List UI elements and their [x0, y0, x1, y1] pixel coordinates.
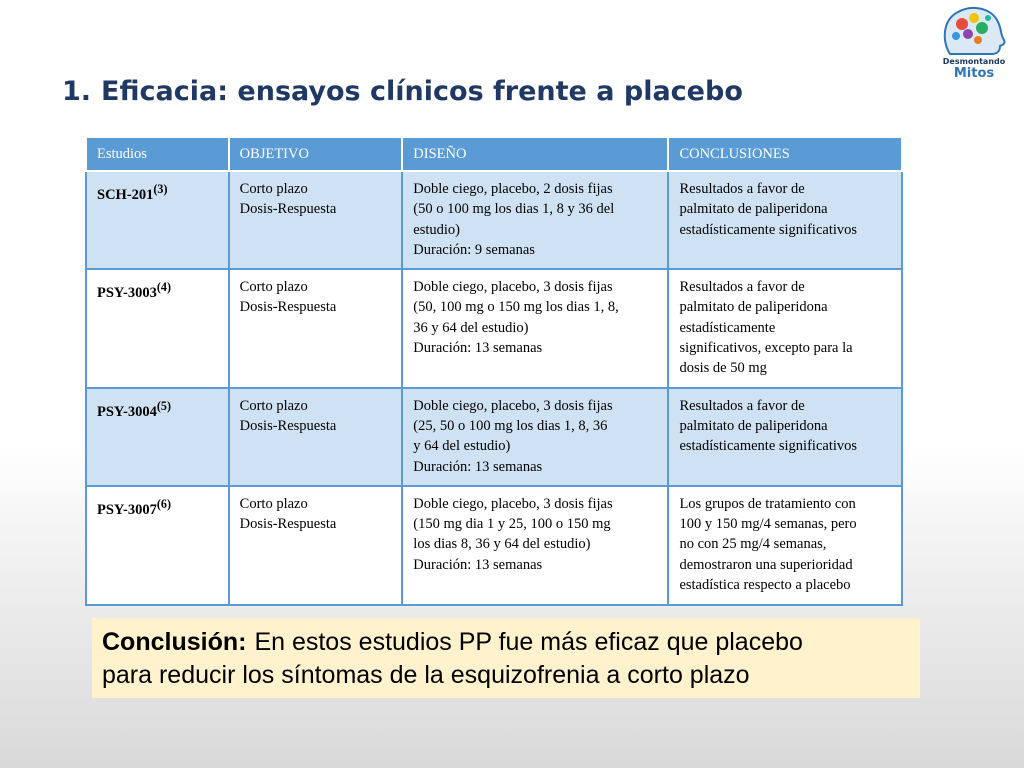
conclusion-label: Conclusión: — [102, 628, 247, 656]
objetivo-cell — [229, 269, 403, 387]
objetivo-cell — [229, 171, 403, 269]
table-row — [86, 171, 902, 269]
objetivo-line: Corto plazo — [239, 181, 308, 197]
table-header-row — [86, 137, 902, 171]
diseno-line: (150 mg dia 1 y 25, 100 o 150 mg — [413, 516, 611, 533]
conclusiones-line: Resultados a favor de — [679, 279, 805, 296]
conclusiones-line: Resultados a favor de — [679, 397, 805, 414]
slide-title — [62, 76, 743, 107]
study-ref: (6) — [156, 496, 171, 511]
conclusion-line-1 — [102, 626, 910, 659]
study-id-cell — [86, 486, 229, 605]
study-id-cell — [86, 388, 229, 486]
study-id: PSY-3003 — [97, 285, 157, 302]
objetivo-cell — [229, 388, 403, 486]
diseno-line: y 64 del estudio) — [413, 438, 511, 455]
header-diseno: DISEÑO — [402, 137, 668, 171]
conclusion-text-1: En estos estudios PP fue más eficaz que placebo — [254, 628, 803, 656]
conclusiones-line: Los grupos de tratamiento con — [679, 495, 856, 512]
study-ref: (3) — [153, 182, 168, 196]
diseno-line: estudio) — [413, 221, 461, 238]
header-objetivo: OBJETIVO — [229, 137, 403, 171]
diseno-line: Doble ciego, placebo, 3 dosis fijas — [413, 495, 613, 512]
diseno-line: (25, 50 o 100 mg los dias 1, 8, 36 — [413, 417, 608, 434]
conclusiones-line: 100 y 150 mg/4 semanas, pero — [679, 516, 857, 533]
conclusiones-line: estadísticamente significativos — [679, 221, 858, 238]
logo-text-desmontando: Desmontando — [942, 57, 1006, 66]
diseno-line: los dias 8, 36 y 64 del estudio) — [413, 536, 591, 553]
diseno-line: Doble ciego, placebo, 3 dosis fijas — [413, 397, 613, 414]
desmontando-mitos-logo — [932, 2, 1016, 82]
slide-title-number: 1. — [62, 76, 92, 107]
slide-title-text: Eficacia: ensayos clínicos frente a placebo — [101, 76, 743, 107]
objetivo-line: Dosis-Respuesta — [239, 516, 337, 533]
diseno-line: (50 o 100 mg los dias 1, 8 y 36 del — [413, 201, 615, 218]
diseno-line: Duración: 13 semanas — [413, 556, 543, 573]
study-ref: (5) — [156, 398, 171, 413]
conclusiones-cell — [668, 171, 902, 269]
conclusiones-line: estadística respecto a placebo — [679, 577, 851, 594]
diseno-line: Duración: 13 semanas — [413, 340, 543, 357]
objetivo-line: Dosis-Respuesta — [239, 299, 337, 316]
logo-text-mitos: Mitos — [953, 66, 995, 81]
conclusiones-cell — [668, 388, 902, 486]
study-id: PSY-3004 — [97, 403, 157, 420]
table-row — [86, 486, 902, 605]
study-id-cell — [86, 269, 229, 387]
diseno-line: Doble ciego, placebo, 2 dosis fijas — [413, 181, 613, 197]
objetivo-line: Corto plazo — [239, 397, 308, 414]
diseno-line: Duración: 9 semanas — [413, 241, 535, 258]
study-id: PSY-3007 — [97, 501, 157, 518]
diseno-cell — [402, 388, 668, 486]
conclusiones-cell — [668, 269, 902, 387]
conclusiones-line: palmitato de paliperidona — [679, 299, 828, 316]
conclusiones-cell — [668, 486, 902, 605]
objetivo-cell — [229, 486, 403, 605]
table-row — [86, 388, 902, 486]
objetivo-line: Dosis-Respuesta — [239, 417, 337, 434]
diseno-cell — [402, 171, 668, 269]
diseno-line: Doble ciego, placebo, 3 dosis fijas — [413, 279, 613, 296]
objetivo-line: Corto plazo — [239, 279, 308, 296]
study-id-cell — [86, 171, 229, 269]
diseno-line: Duración: 13 semanas — [413, 458, 543, 475]
conclusiones-line: no con 25 mg/4 semanas, — [679, 536, 827, 553]
diseno-cell — [402, 486, 668, 605]
header-estudios: Estudios — [86, 137, 229, 171]
diseno-line: (50, 100 mg o 150 mg los dias 1, 8, — [413, 299, 619, 316]
header-conclusiones: CONCLUSIONES — [668, 137, 902, 171]
study-ref: (4) — [156, 280, 171, 295]
objetivo-line: Corto plazo — [239, 495, 308, 512]
objetivo-line: Dosis-Respuesta — [239, 201, 337, 218]
diseno-line: 36 y 64 del estudio) — [413, 319, 529, 336]
table-row — [86, 269, 902, 387]
conclusiones-line: Resultados a favor de — [679, 181, 805, 197]
diseno-cell — [402, 269, 668, 387]
conclusiones-line: significativos, excepto para la — [679, 340, 853, 357]
conclusiones-line: palmitato de paliperidona — [679, 201, 828, 218]
study-id: SCH-201 — [97, 186, 154, 203]
conclusiones-line: dosis de 50 mg — [679, 360, 767, 377]
brain-head-icon — [932, 2, 1016, 58]
conclusion-box — [92, 618, 920, 698]
studies-table — [85, 136, 903, 606]
conclusiones-line: estadísticamente — [679, 319, 776, 336]
conclusiones-line: demostraron una superioridad — [679, 556, 853, 573]
conclusiones-line: estadísticamente significativos — [679, 438, 858, 455]
conclusiones-line: palmitato de paliperidona — [679, 417, 828, 434]
conclusion-text-2: para reducir los síntomas de la esquizofrenia a corto plazo — [102, 661, 750, 689]
